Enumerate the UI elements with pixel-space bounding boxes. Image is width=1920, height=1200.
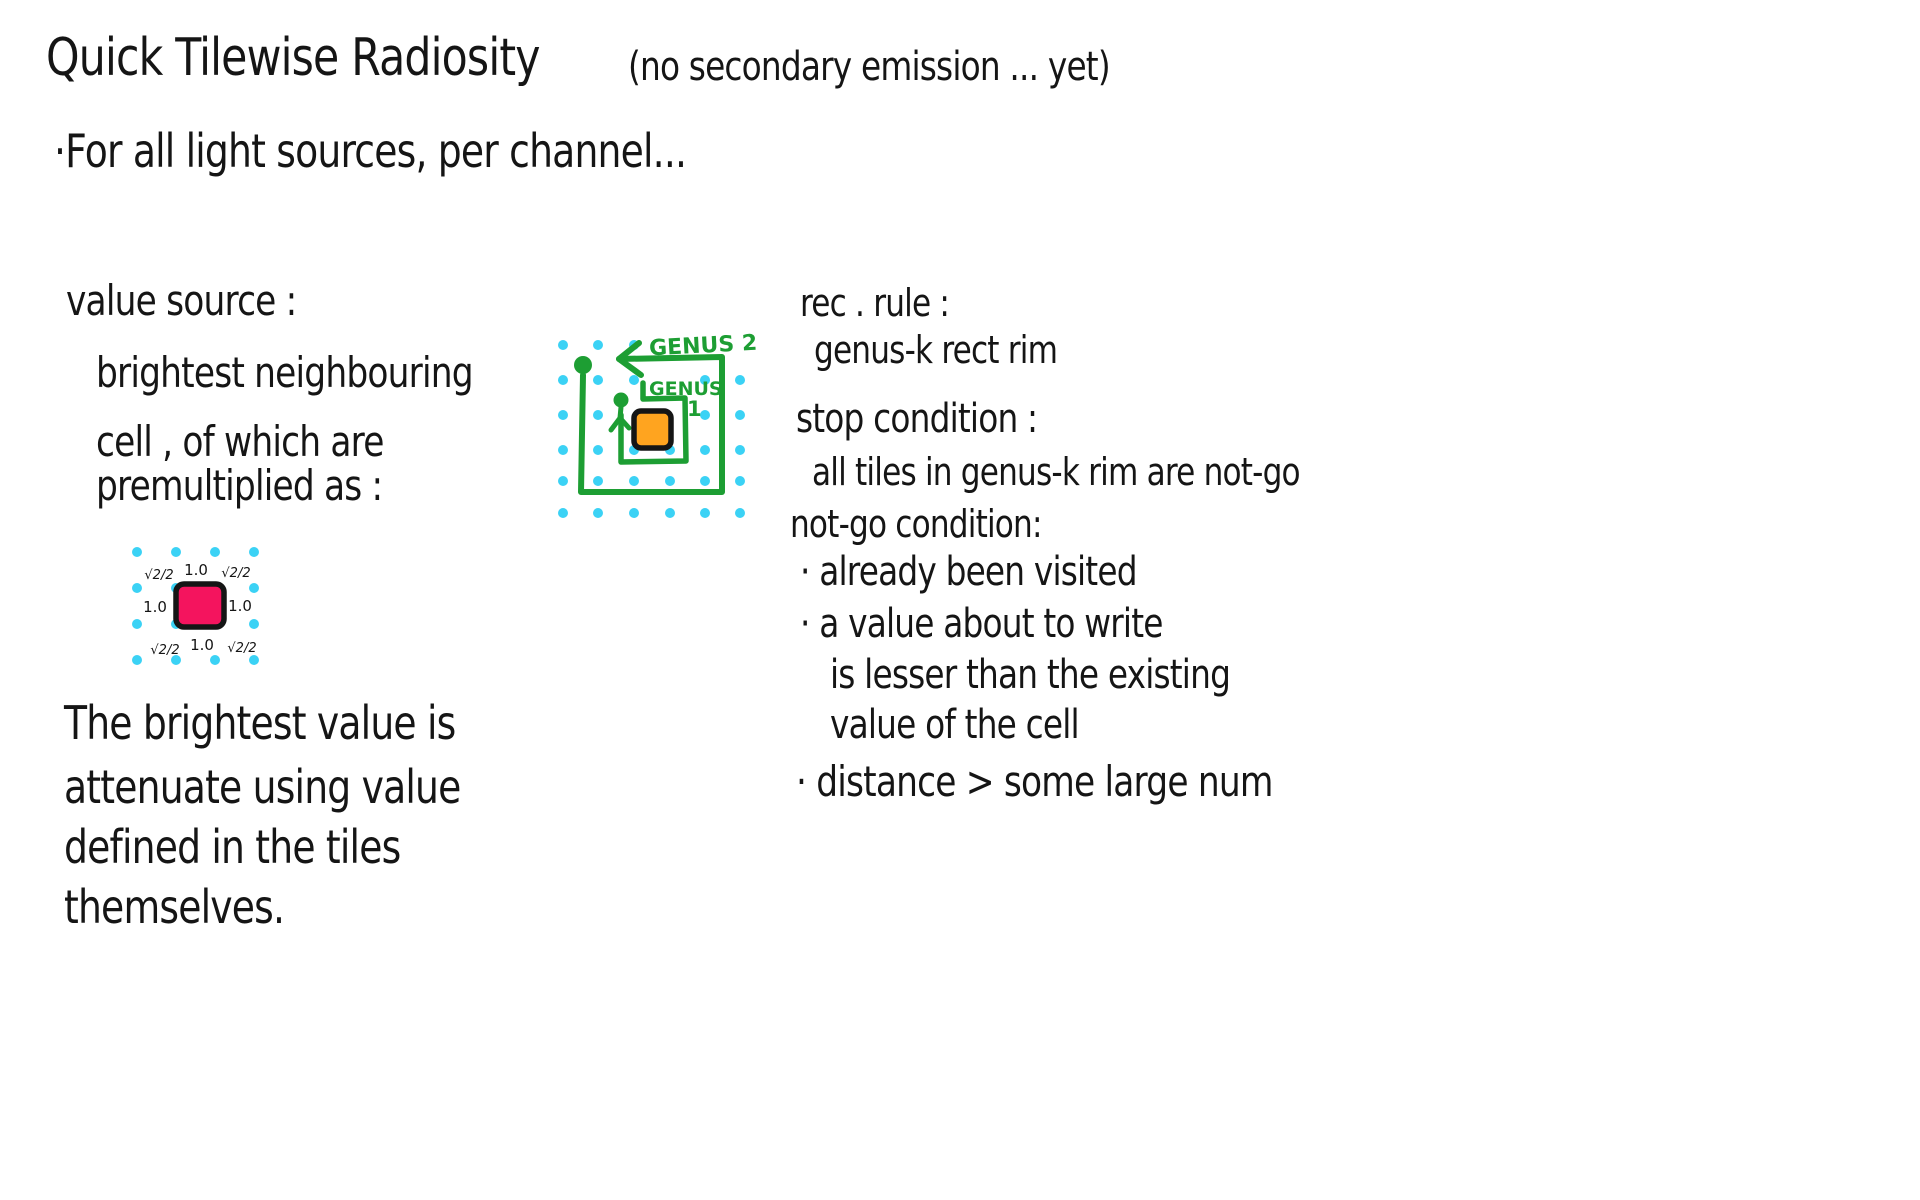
weight-label-bottom-left: √2/2 [150,643,180,658]
weight-label-top: 1.0 [184,561,208,579]
cyan-dot [629,476,639,486]
cyan-dot [665,476,675,486]
intro-bullet-line: ·For all light sources, per channel... [54,124,687,178]
genus-rim-diagram [545,315,765,530]
brightest-note-line-1: The brightest value is [64,696,456,750]
cyan-dot [558,410,568,420]
cyan-dot [700,508,710,518]
cyan-dot [700,476,710,486]
brightest-cell-square [176,584,224,627]
stop-condition-line-2: all tiles in genus-k rim are not-go [812,450,1300,494]
cyan-dot [735,410,745,420]
cyan-dot [132,619,142,629]
cyan-dot [558,375,568,385]
cyan-dot [171,547,181,557]
attenuation-grid-diagram [115,535,275,680]
cyan-dot [249,583,259,593]
genus1-label: GENUS [649,378,723,400]
cyan-dot [593,375,603,385]
genus2-start-pin-icon [574,356,592,374]
rec-rule-line-2: genus-k rect rim [814,328,1058,372]
cyan-dot [132,547,142,557]
brightest-note-line-3: defined in the tiles [64,820,401,874]
value-source-line-1: value source : [66,276,297,325]
cyan-dot [593,410,603,420]
not-go-bullet-3: · distance > some large num [796,757,1273,806]
cyan-dot [700,445,710,455]
cyan-dot [210,547,220,557]
weight-label-left: 1.0 [143,598,167,616]
cyan-dot [132,655,142,665]
cyan-dot [593,476,603,486]
cyan-dot [593,508,603,518]
cyan-dot [249,619,259,629]
stop-condition-heading: stop condition : [796,396,1038,442]
page-title: Quick Tilewise Radiosity [46,28,540,88]
page-subtitle: (no secondary emission ... yet) [628,44,1110,90]
genus1-number: 1 [687,397,702,421]
cyan-dot [735,445,745,455]
cyan-dot [558,476,568,486]
weight-label-top-right: √2/2 [221,566,251,581]
cyan-dot [558,340,568,350]
cyan-dot [735,476,745,486]
value-source-line-3: cell , of which are [96,417,384,466]
weight-label-top-left: √2/2 [144,568,174,583]
cyan-dot [735,508,745,518]
rec-rule-line-1: rec . rule : [800,281,950,325]
cyan-dot [629,508,639,518]
brightest-note-line-4: themselves. [64,880,285,934]
cyan-dot [665,508,675,518]
not-go-bullet-1: · already been visited [800,549,1137,595]
cyan-dot [593,340,603,350]
weight-label-bottom: 1.0 [190,636,214,654]
cyan-dot [210,655,220,665]
weight-label-right: 1.0 [228,597,252,615]
value-source-line-2: brightest neighbouring [96,348,473,397]
weight-label-bottom-right: √2/2 [227,641,257,656]
not-go-heading: not-go condition: [790,502,1042,546]
cyan-dot [593,445,603,455]
cyan-dot [558,445,568,455]
cyan-dot [629,375,639,385]
value-source-line-4: premultiplied as : [96,461,383,510]
cyan-dot [735,375,745,385]
cyan-dot [558,508,568,518]
cyan-dot [249,655,259,665]
not-go-bullet-2-line-2: is lesser than the existing [830,652,1231,698]
cyan-dot [132,583,142,593]
not-go-bullet-2-line-1: · a value about to write [800,601,1163,647]
brightest-note-line-2: attenuate using value [64,760,461,814]
cyan-dot [249,547,259,557]
light-source-seed-square [634,411,671,448]
not-go-bullet-2-line-3: value of the cell [830,702,1079,748]
genus2-label: GENUS 2 [648,330,758,362]
